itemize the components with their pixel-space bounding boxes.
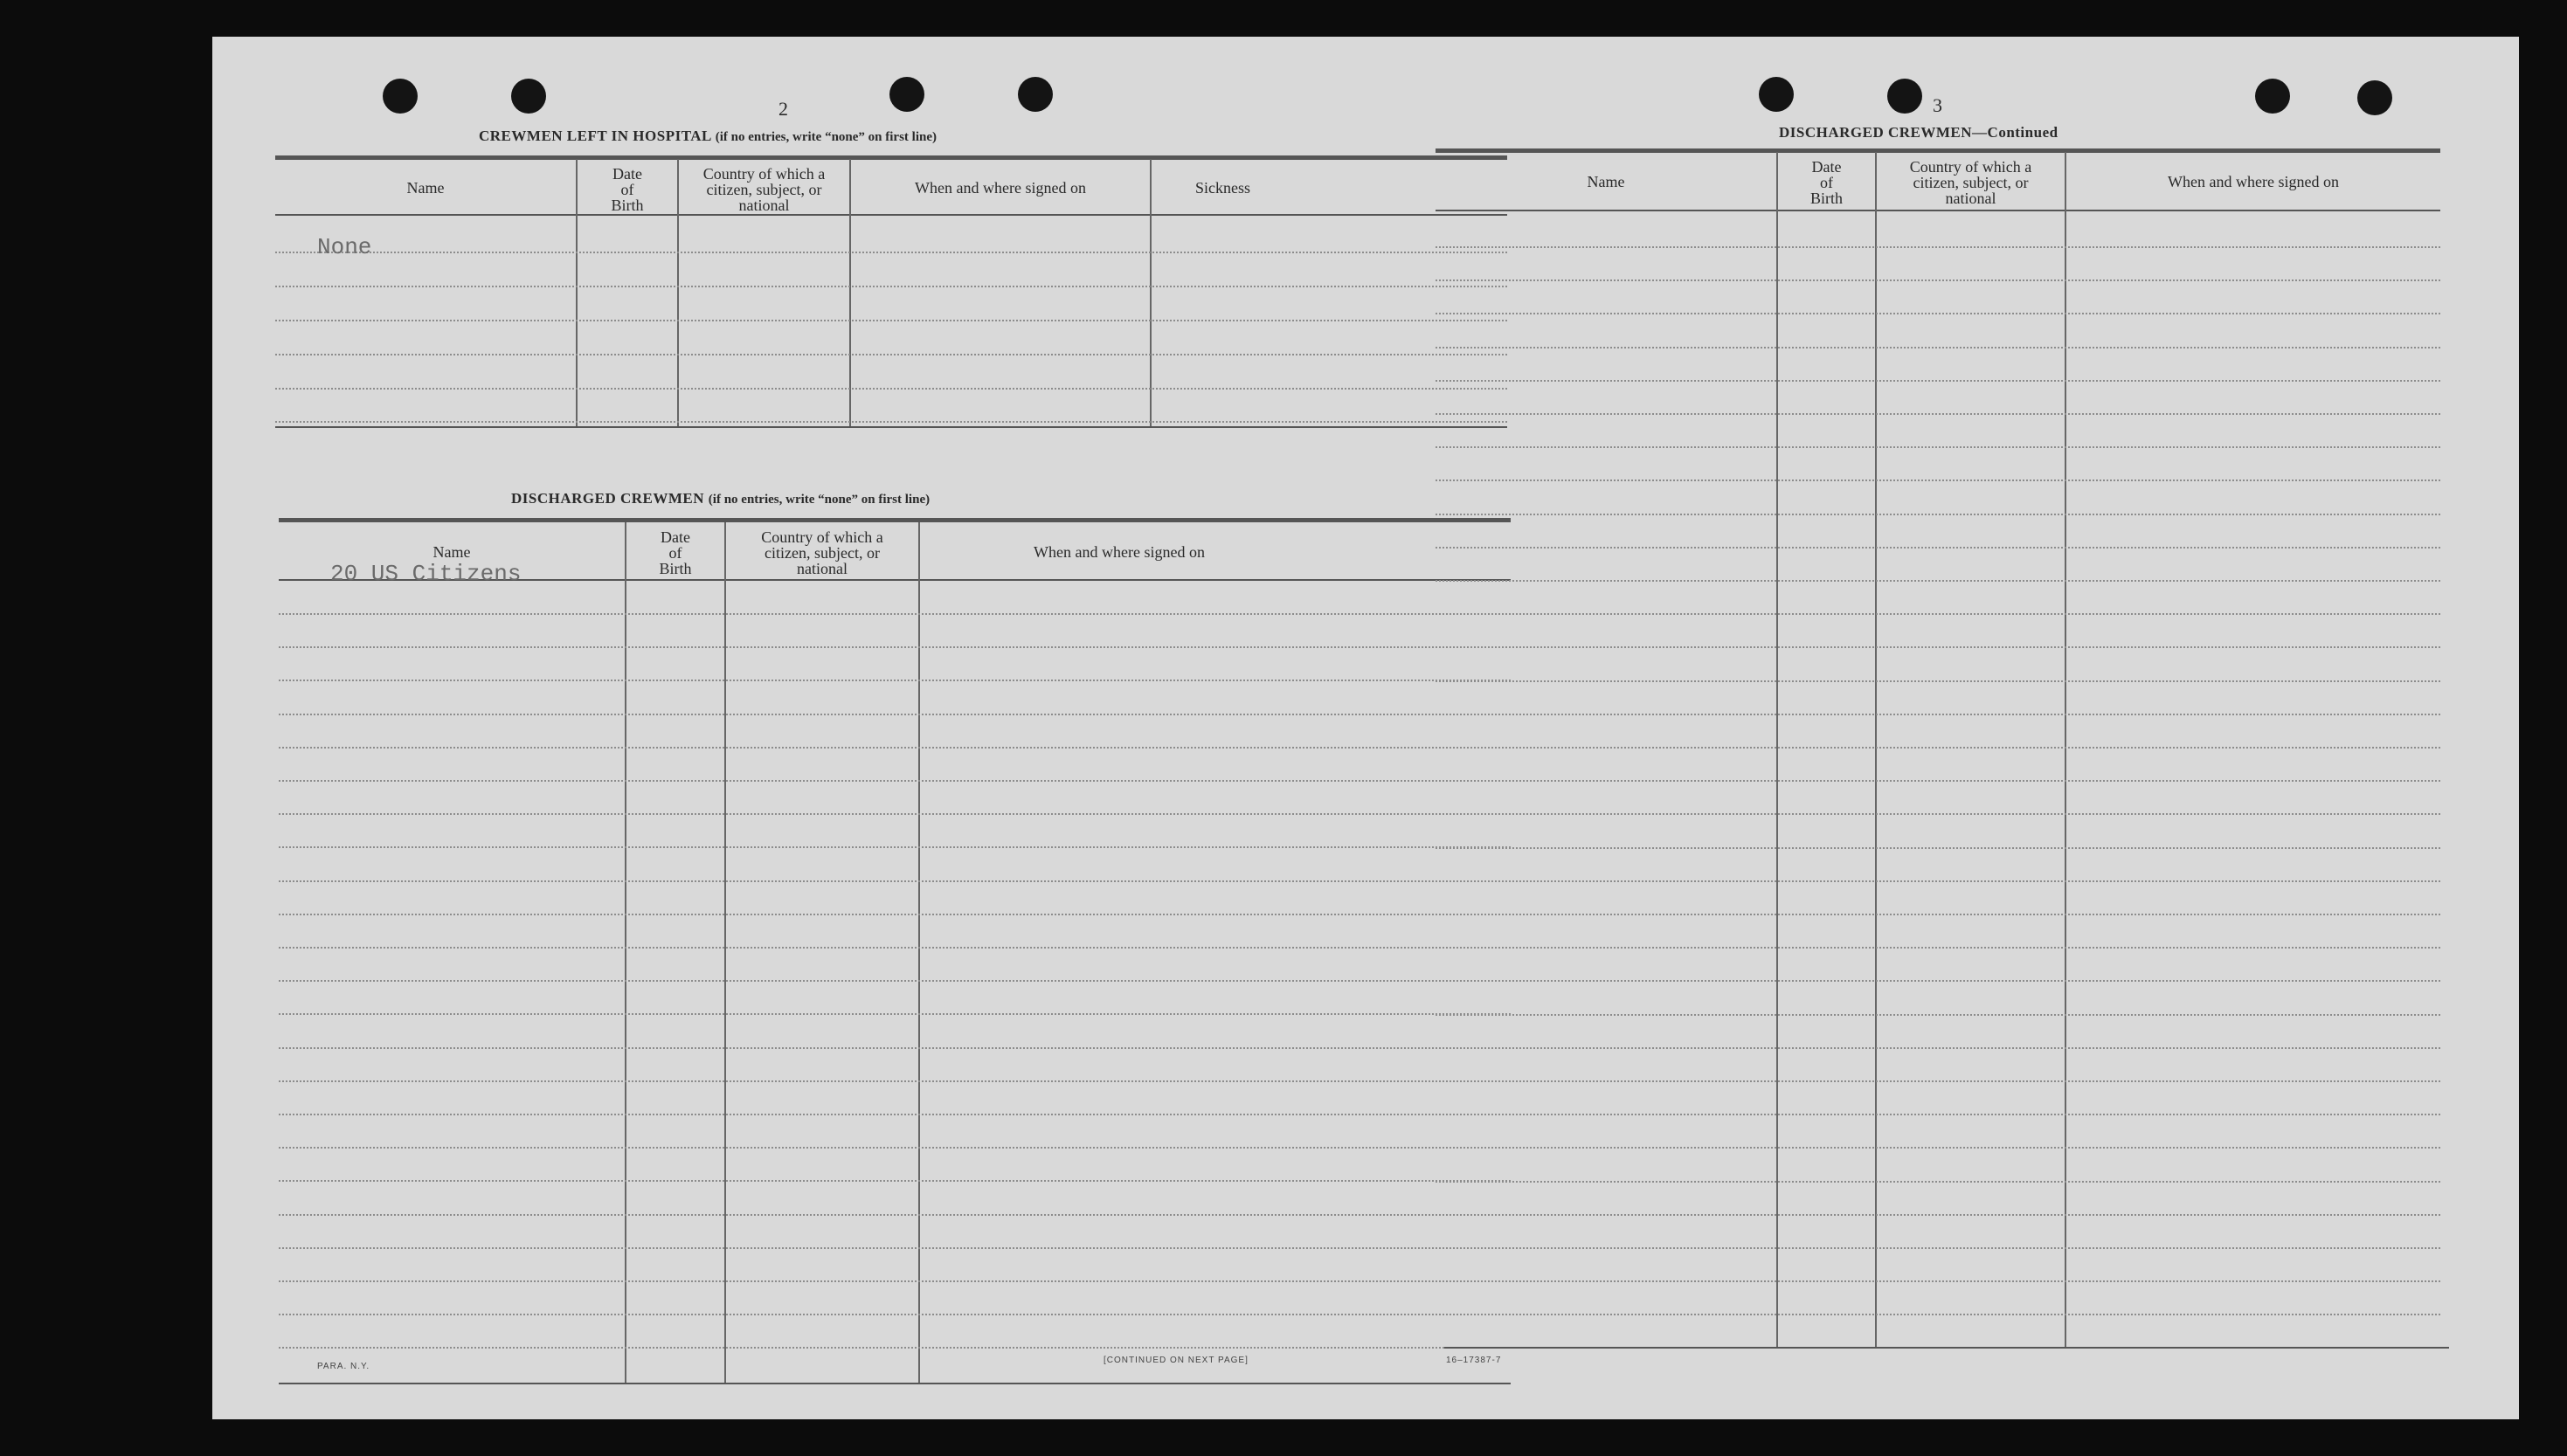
row-line (279, 646, 1511, 648)
row-line (279, 680, 1511, 681)
right-col-name: Name (1587, 173, 1625, 190)
hospital-col-sickness: Sickness (1195, 179, 1250, 197)
row-line (1436, 1047, 2440, 1049)
discharged-bottom-rule (279, 1383, 1511, 1384)
row-line (279, 1047, 1511, 1049)
row-line (1436, 246, 2440, 248)
row-line (1436, 1080, 2440, 1082)
row-line (1436, 347, 2440, 348)
punch-hole (383, 79, 418, 114)
row-line (279, 1314, 1511, 1315)
discharged-section-title (511, 490, 930, 507)
hospital-row-line (275, 421, 1507, 423)
footer-printer-mark: PARA. N.Y. (317, 1362, 370, 1371)
row-line (1436, 813, 2440, 815)
row-line (1436, 880, 2440, 882)
row-line (1436, 1214, 2440, 1216)
row-line (1436, 914, 2440, 915)
discharged-entry-text: 20 US Citizens (330, 561, 522, 587)
row-line (279, 980, 1511, 982)
hospital-row-line (275, 354, 1507, 355)
hospital-bottom-rule (275, 426, 1507, 428)
row-line (1436, 1147, 2440, 1149)
punch-hole (889, 77, 924, 112)
punch-hole (1018, 77, 1053, 112)
hospital-title-text: CREWMEN LEFT IN HOSPITAL (479, 128, 711, 144)
punch-hole (1887, 79, 1922, 114)
row-line (279, 846, 1511, 848)
discharged-top-rule (279, 518, 1511, 522)
row-line (1436, 413, 2440, 415)
right-col-divider (2065, 152, 2066, 1347)
punch-hole (2255, 79, 2290, 114)
row-line (279, 613, 1511, 615)
hospital-col-name: Name (406, 179, 445, 197)
row-line (1436, 1014, 2440, 1016)
row-line (279, 1013, 1511, 1015)
row-line (1436, 747, 2440, 749)
hospital-row-line (275, 252, 1507, 253)
page-number: 2 (778, 98, 788, 120)
row-line (279, 1147, 1511, 1149)
row-line (1436, 847, 2440, 849)
row-line (1436, 547, 2440, 549)
hospital-row-line (275, 286, 1507, 287)
punch-hole (1759, 77, 1794, 112)
right-top-rule (1436, 148, 2440, 153)
row-line (279, 1180, 1511, 1182)
hospital-col-divider (1150, 159, 1152, 426)
row-line (279, 1114, 1511, 1115)
discharged-instruction: (if no entries, write “none” on first line) (708, 493, 931, 507)
row-line (1436, 580, 2440, 582)
discharged-col-country: Country of which a citizen, subject, or national (761, 528, 883, 577)
punch-hole (2357, 80, 2392, 115)
row-line (1436, 980, 2440, 982)
row-line (279, 714, 1511, 715)
discharged-col-divider (724, 522, 726, 1383)
row-line (1436, 1247, 2440, 1249)
row-line (1436, 680, 2440, 682)
row-line (1436, 1181, 2440, 1183)
row-line (279, 780, 1511, 782)
right-col-dob: Date of Birth (1809, 158, 1843, 207)
right-header-rule (1436, 210, 2440, 211)
hospital-col-divider (849, 159, 851, 426)
row-line (1436, 446, 2440, 448)
form-sheet (212, 37, 2519, 1419)
row-line (279, 747, 1511, 749)
row-line (1436, 646, 2440, 648)
row-line (279, 1080, 1511, 1082)
discharged-col-name: Name (432, 543, 471, 561)
hospital-top-rule (275, 155, 1507, 160)
footer-form-number: 16–17387-7 (1446, 1356, 1502, 1365)
right-bottom-rule (1444, 1347, 2449, 1349)
discharged-col-signed-on: When and where signed on (1034, 543, 1205, 561)
footer-continued-note: [CONTINUED ON NEXT PAGE] (1104, 1356, 1249, 1365)
hospital-col-country: Country of which a citizen, subject, or national (702, 165, 826, 214)
row-line (1436, 380, 2440, 382)
hospital-header-rule (275, 214, 1507, 216)
hospital-row-line (275, 388, 1507, 390)
hospital-row-line (275, 320, 1507, 321)
hospital-instruction: (if no entries, write “none” on first line) (715, 130, 937, 144)
punch-hole (511, 79, 546, 114)
discharged-title-text: DISCHARGED CREWMEN (511, 490, 705, 507)
row-line (279, 1347, 1511, 1349)
hospital-entry-text: None (317, 234, 372, 260)
discharged-col-divider (918, 522, 920, 1383)
row-line (1436, 1314, 2440, 1315)
row-line (1436, 313, 2440, 314)
row-line (279, 1280, 1511, 1282)
discharged-col-dob: Date of Birth (659, 528, 692, 577)
row-line (1436, 279, 2440, 281)
row-line (279, 813, 1511, 815)
row-line (1436, 714, 2440, 715)
right-col-signed-on: When and where signed on (2168, 173, 2339, 190)
row-line (279, 1247, 1511, 1249)
row-line (1436, 613, 2440, 615)
hospital-col-dob: Date of Birth (611, 165, 644, 214)
right-col-divider (1776, 152, 1778, 1347)
row-line (1436, 1280, 2440, 1282)
row-line (1436, 780, 2440, 782)
right-col-divider (1875, 152, 1877, 1347)
row-line (1436, 514, 2440, 515)
row-line (279, 880, 1511, 882)
row-line (1436, 1114, 2440, 1115)
discharged-continued-title: DISCHARGED CREWMEN—Continued (1779, 124, 2058, 141)
right-col-country: Country of which a citizen, subject, or national (1909, 158, 2032, 207)
page-number: 3 (1933, 94, 1942, 116)
hospital-section-title (479, 128, 937, 145)
row-line (279, 947, 1511, 949)
discharged-col-divider (625, 522, 626, 1383)
row-line (279, 1214, 1511, 1216)
row-line (1436, 947, 2440, 949)
row-line (1436, 480, 2440, 481)
hospital-col-signed-on: When and where signed on (915, 179, 1086, 197)
row-line (279, 914, 1511, 915)
